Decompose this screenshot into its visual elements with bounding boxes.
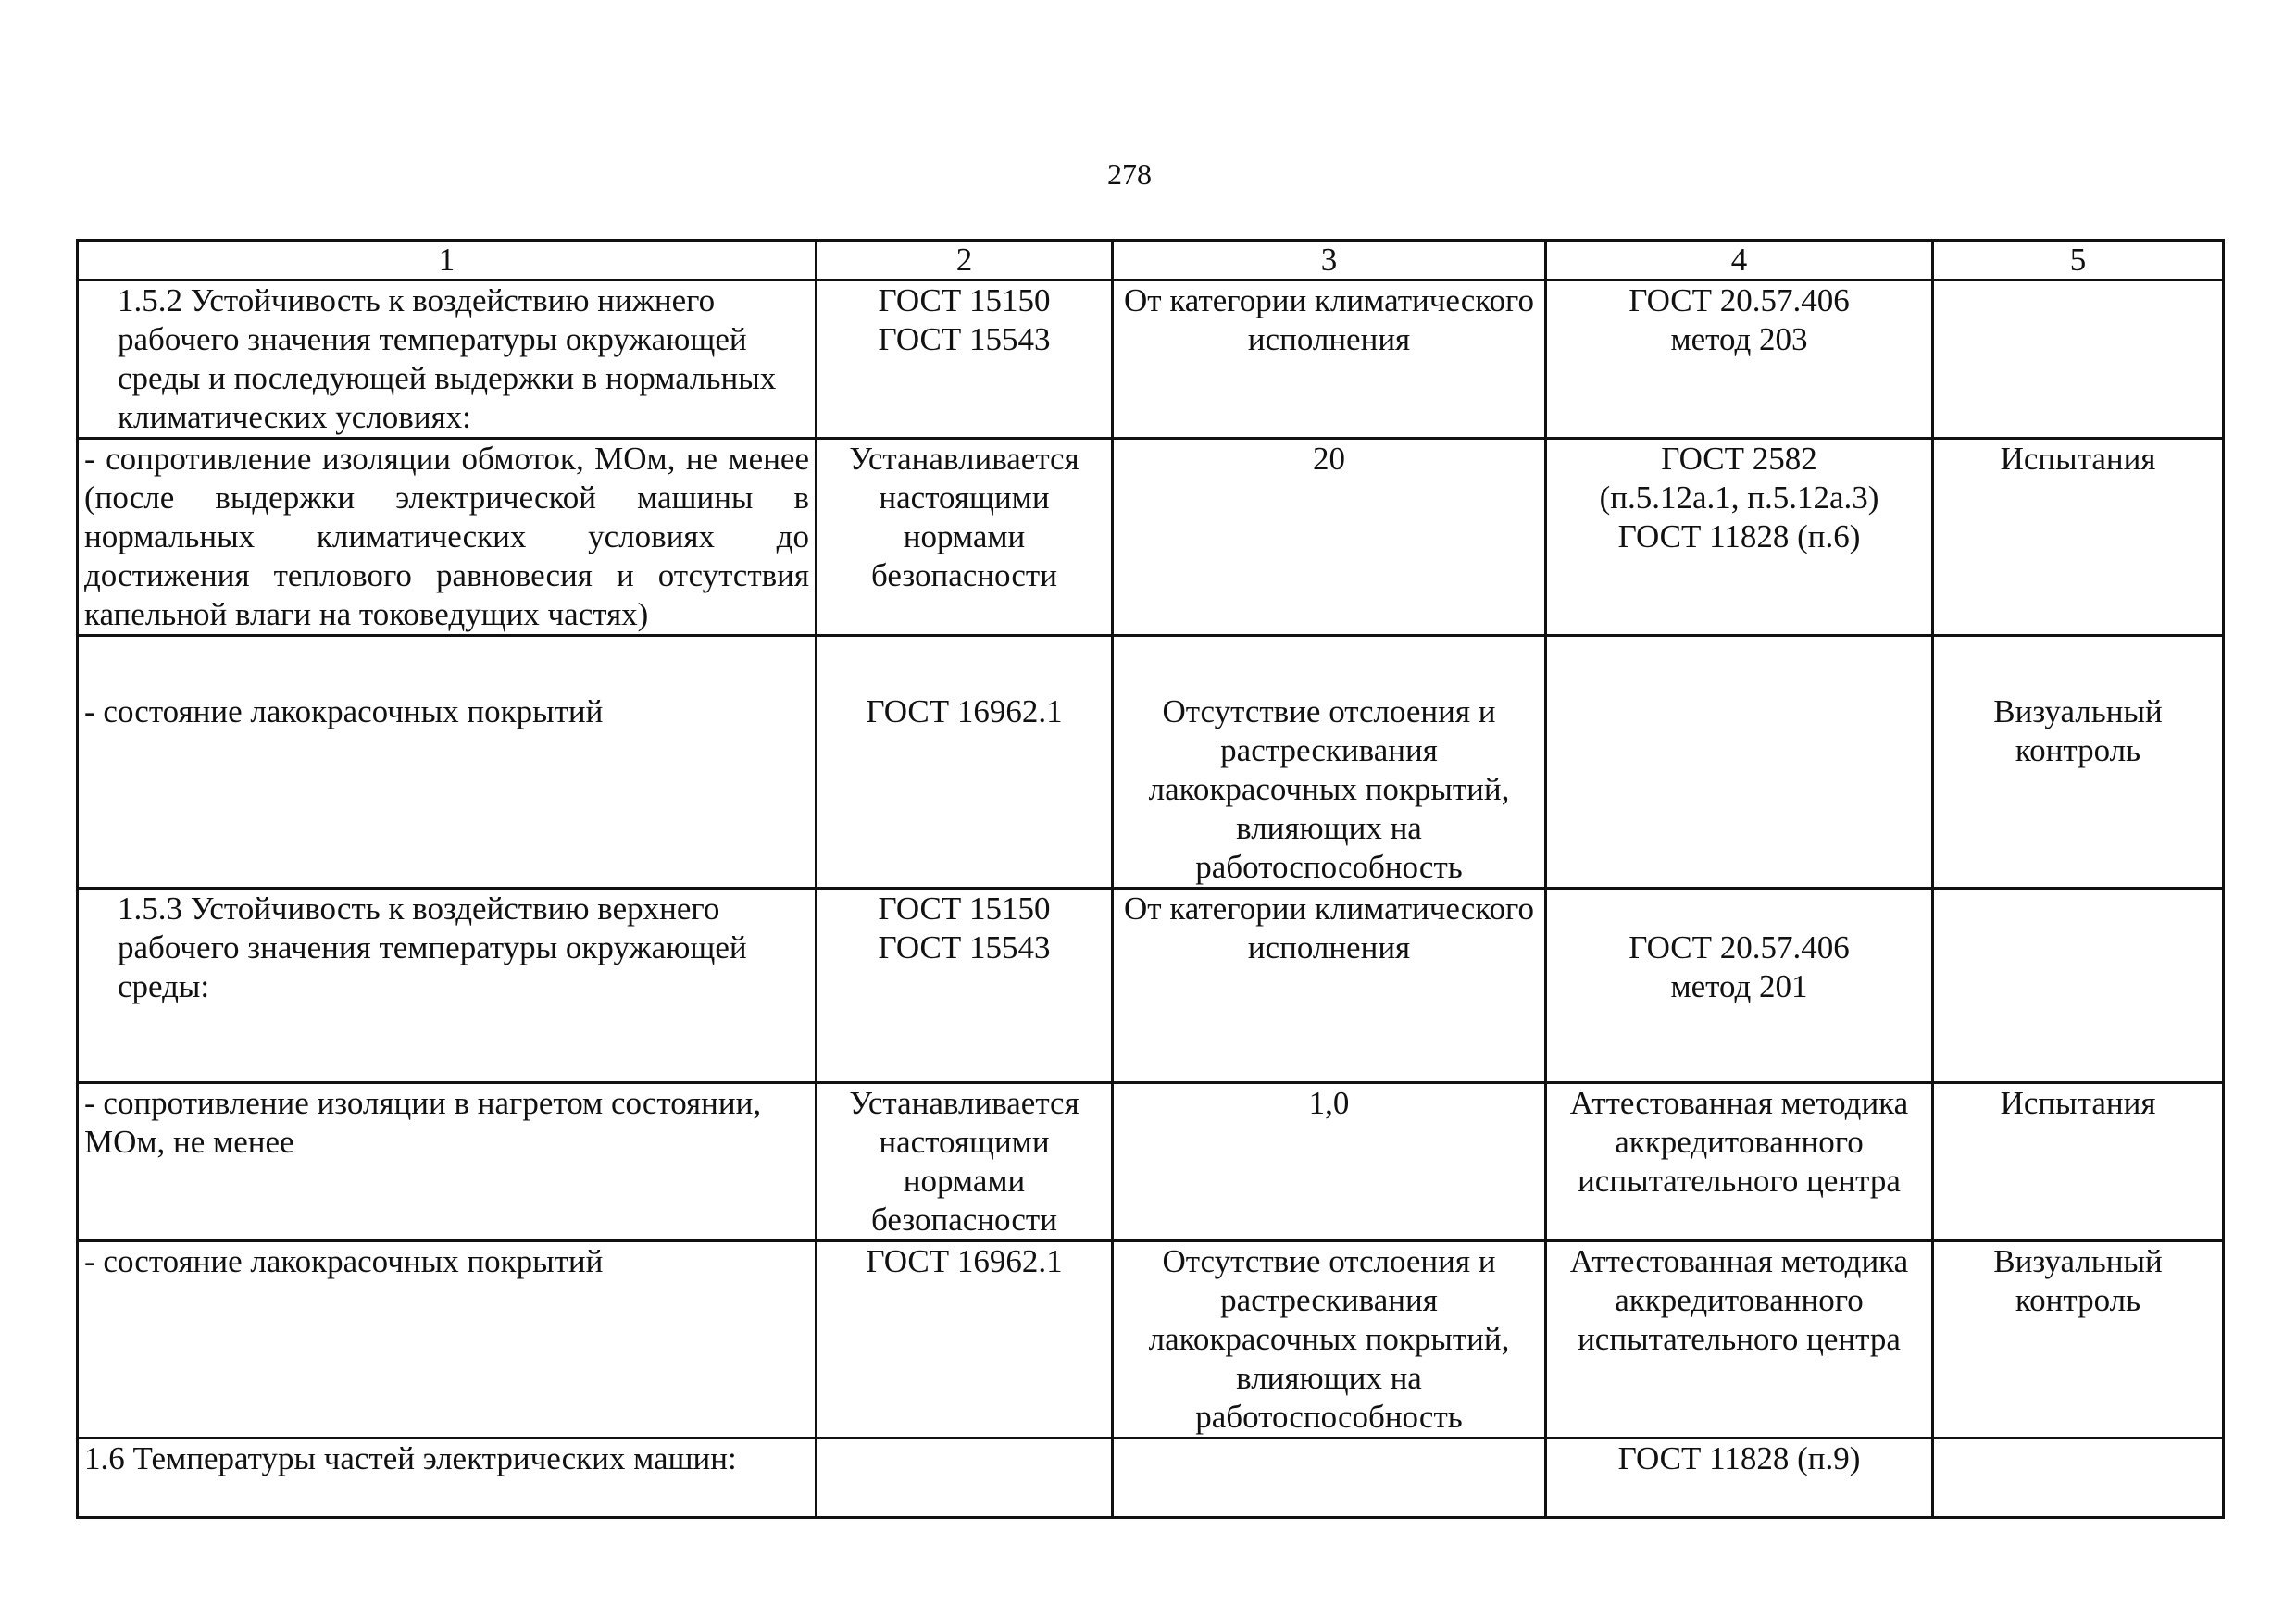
cell-parameter: - сопротивление изоляции в нагретом состоянии, МОм, не менее [78,1083,817,1241]
cell-method: Аттестованная методика аккредитованного испытательного центра [1546,1083,1933,1241]
cell-value: От категории климатического исполнения [1113,889,1546,1083]
cell-parameter: - состояние лакокрасочных покрытий [78,636,817,889]
cell-control [1933,280,2224,439]
cell-standard: Устанавливается настоящими нормами безопасности [817,439,1113,636]
table-row [78,439,2224,636]
column-header-3: 3 [1113,241,1546,280]
cell-method: ГОСТ 2582 (п.5.12а.1, п.5.12а.3) ГОСТ 11828 (п.6) [1546,439,1933,636]
cell-standard: Устанавливается настоящими нормами безопасности [817,1083,1113,1241]
cell-parameter: - состояние лакокрасочных покрытий [78,1241,817,1438]
cell-standard: ГОСТ 16962.1 [817,636,1113,889]
column-header-1: 1 [78,241,817,280]
cell-method: ГОСТ 20.57.406 метод 201 [1546,889,1933,1083]
specification-table [76,239,2225,1519]
column-header-5: 5 [1933,241,2224,280]
cell-value: Отсутствие отслоения и растрескивания лакокрасочных покрытий, влияющих на работоспособность [1113,636,1546,889]
cell-control: Визуальный контроль [1933,636,2224,889]
table-row [78,280,2224,439]
cell-value: От категории климатического исполнения [1113,280,1546,439]
cell-value: 20 [1113,439,1546,636]
cell-control: Испытания [1933,439,2224,636]
cell-parameter: 1.6 Температуры частей электрических машин: [78,1438,817,1518]
cell-parameter: - сопротивление изоляции обмоток, МОм, не менее (после выдержки электрической машины в нормальных климатических условиях до достижения теплового равновесия и отсутствия капельной влаги на токоведущих частях) [78,439,817,636]
cell-standard [817,1438,1113,1518]
cell-value: Отсутствие отслоения и растрескивания лакокрасочных покрытий, влияющих на работоспособность [1113,1241,1546,1438]
page-number: 278 [1107,157,1152,191]
cell-control [1933,889,2224,1083]
cell-method: ГОСТ 20.57.406 метод 203 [1546,280,1933,439]
cell-control: Испытания [1933,1083,2224,1241]
column-header-4: 4 [1546,241,1933,280]
cell-parameter: 1.5.3 Устойчивость к воздействию верхнего рабочего значения температуры окружающей среды: [78,889,817,1083]
cell-method [1546,636,1933,889]
cell-method: Аттестованная методика аккредитованного испытательного центра [1546,1241,1933,1438]
table-row [78,1083,2224,1241]
cell-standard: ГОСТ 15150 ГОСТ 15543 [817,280,1113,439]
cell-method: ГОСТ 11828 (п.9) [1546,1438,1933,1518]
table-row [78,1438,2224,1518]
cell-value [1113,1438,1546,1518]
table-row [78,1241,2224,1438]
column-header-2: 2 [817,241,1113,280]
cell-value: 1,0 [1113,1083,1546,1241]
table-row [78,889,2224,1083]
cell-parameter: 1.5.2 Устойчивость к воздействию нижнего рабочего значения температуры окружающей среды и последующей выдержки в нормальных климатических условиях: [78,280,817,439]
table-row [78,636,2224,889]
cell-control: Визуальный контроль [1933,1241,2224,1438]
cell-standard: ГОСТ 16962.1 [817,1241,1113,1438]
header-row [78,241,2224,280]
cell-standard: ГОСТ 15150 ГОСТ 15543 [817,889,1113,1083]
cell-control [1933,1438,2224,1518]
